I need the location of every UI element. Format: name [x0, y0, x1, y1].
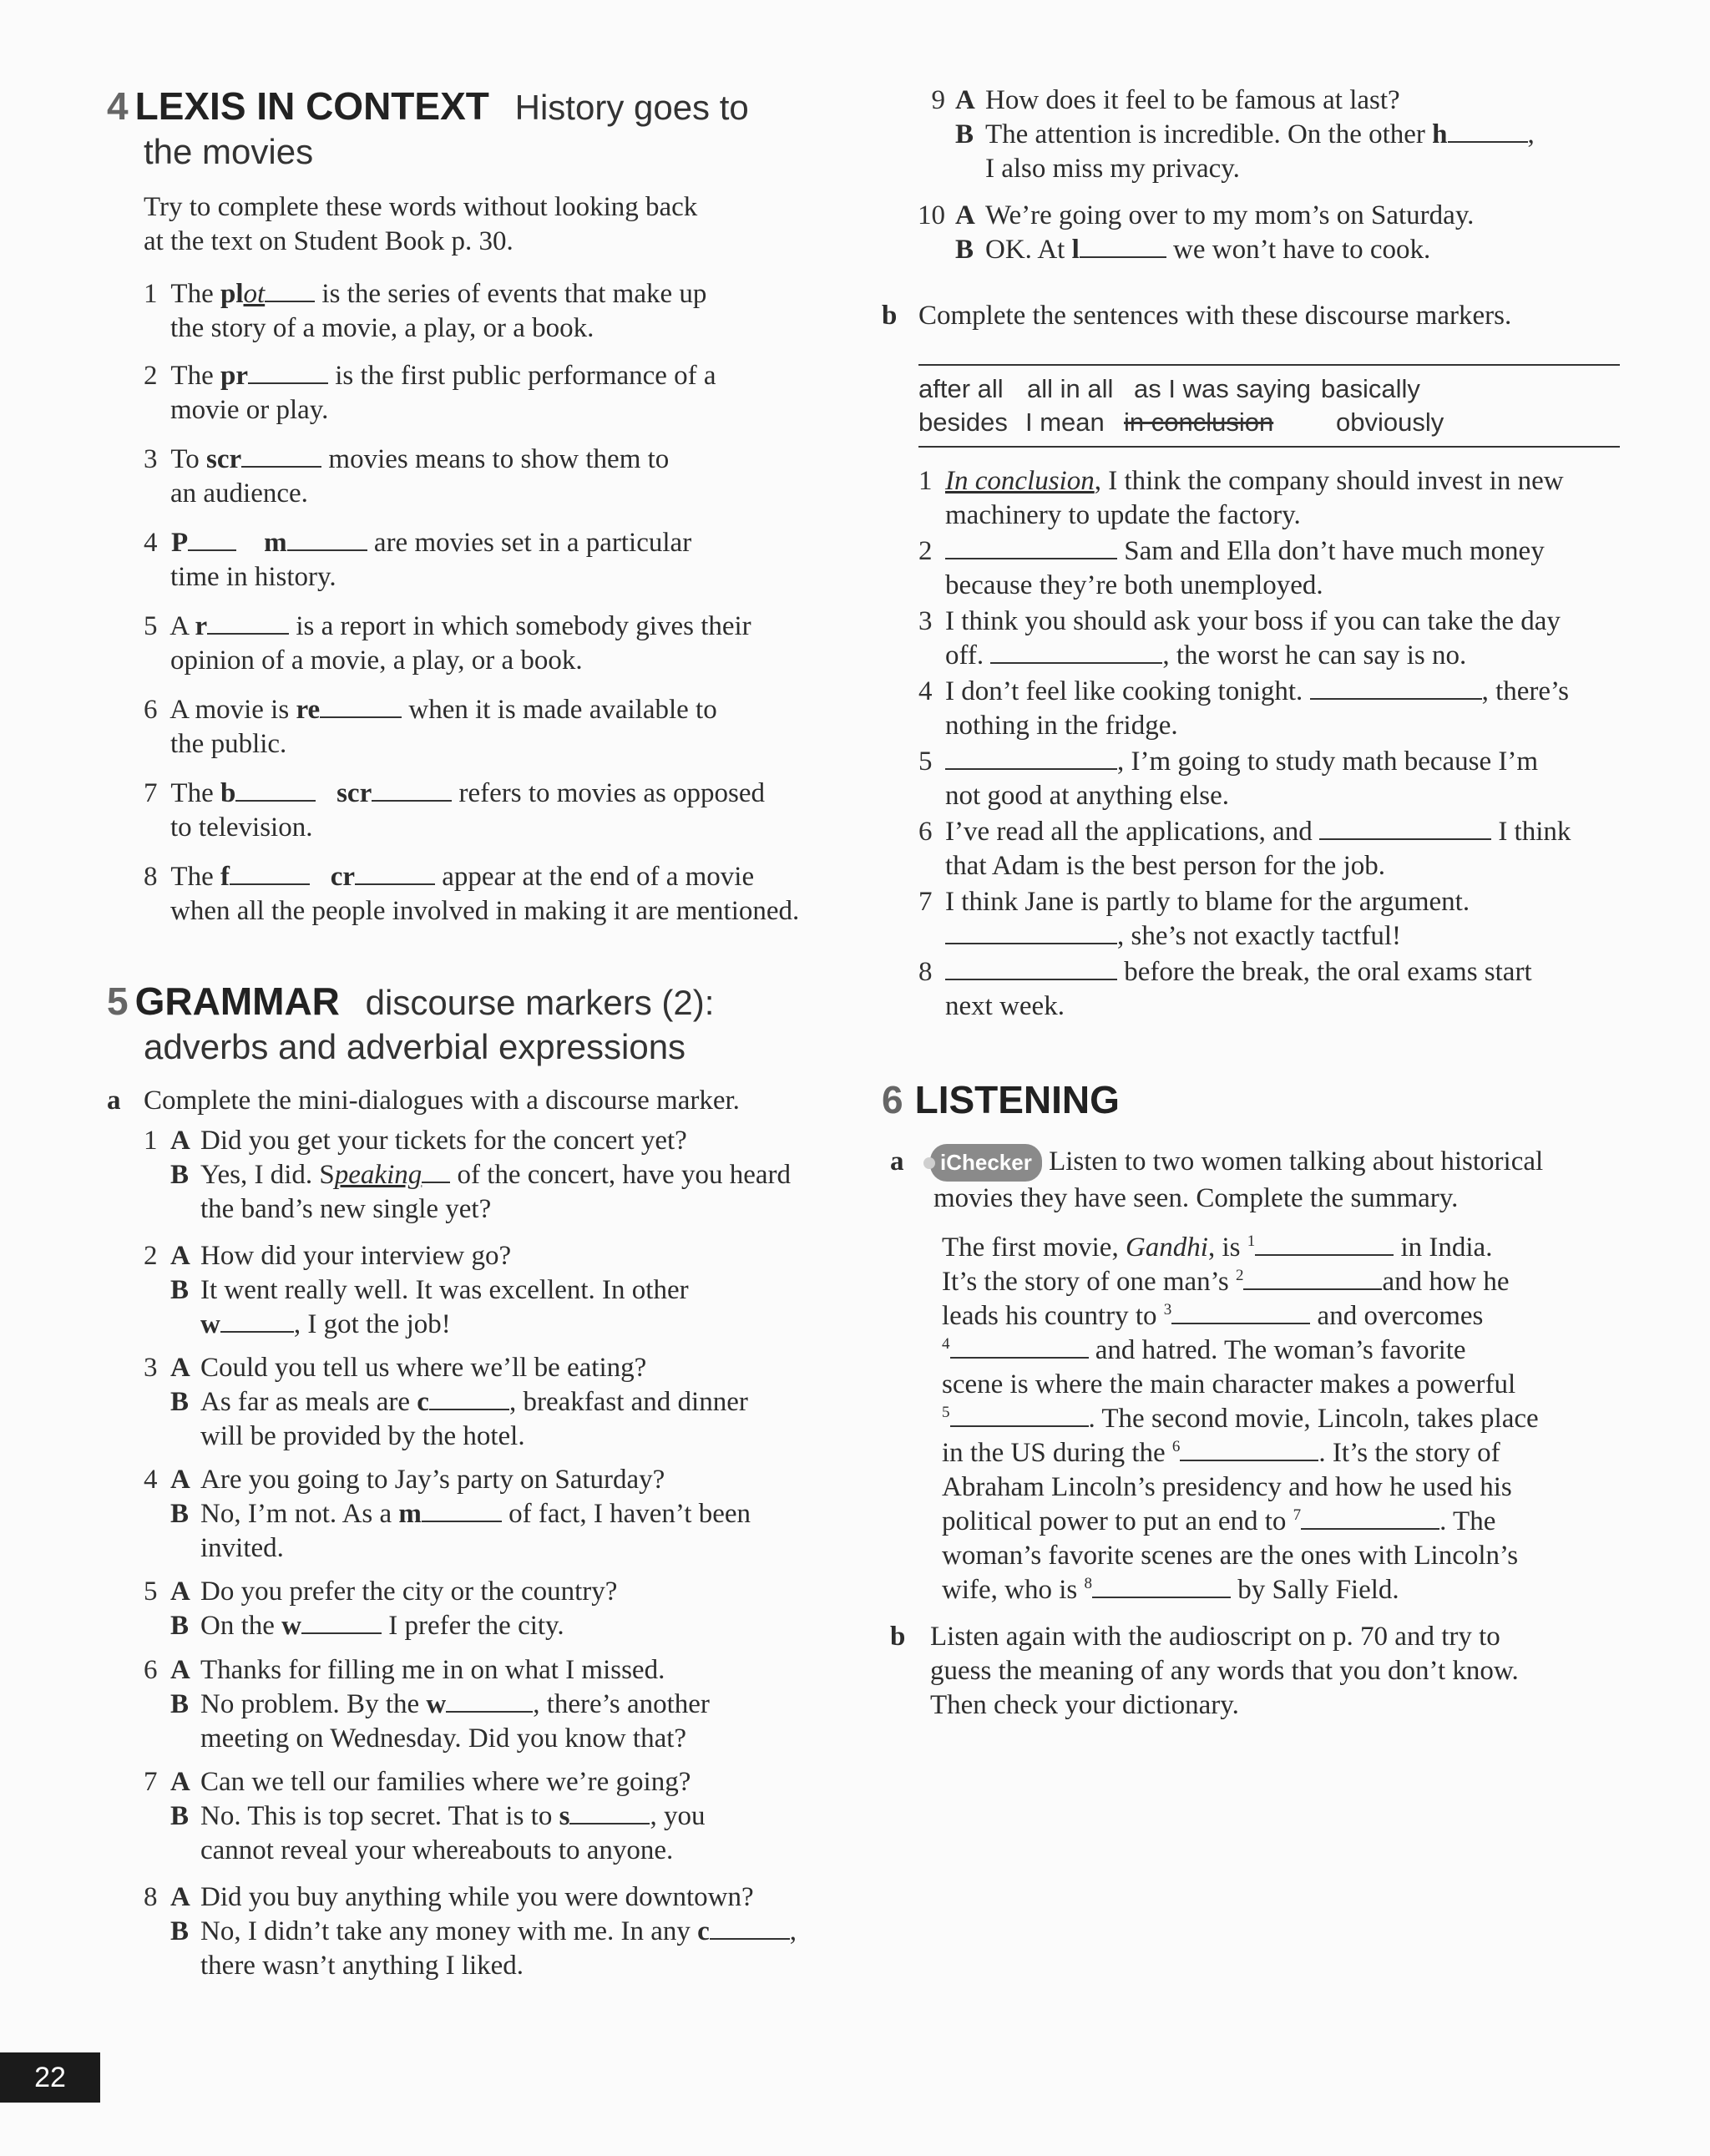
item-number: 1 [144, 1126, 158, 1156]
speaker-label: B [170, 1160, 190, 1190]
item-number: 2 [144, 1241, 158, 1271]
word-start: l [1071, 235, 1080, 265]
blank-number: 1 [1247, 1232, 1256, 1250]
instruction-text: Listen again with the audioscript on p. 70 and try to [930, 1622, 1500, 1652]
summary-text: Abraham Lincoln’s presidency and how he used his [942, 1472, 1512, 1502]
example-answer: ot [243, 279, 266, 309]
item-number: 7 [144, 778, 158, 808]
answer-blank[interactable] [945, 745, 1117, 770]
item-number: 6 [918, 817, 933, 847]
example-answer: In conclusion [945, 466, 1095, 496]
exercise-label: b [882, 301, 898, 331]
word-start: scr [336, 778, 372, 808]
dialogue-line: cannot reveal your whereabouts to anyone. [200, 1835, 674, 1865]
exercise-label: a [107, 1086, 121, 1116]
sentence-item [918, 885, 1470, 954]
exercise-label: a [890, 1146, 904, 1177]
answer-blank[interactable] [320, 693, 402, 718]
speaker-label: A [170, 1655, 190, 1685]
item-number: 8 [144, 1882, 158, 1912]
summary-text: political power to put an end to [942, 1506, 1293, 1536]
sentence-text: , she’s not exactly tactful! [1117, 921, 1401, 951]
blank-number: 5 [942, 1404, 950, 1421]
answer-blank[interactable] [372, 777, 452, 802]
word-start: re [296, 695, 321, 725]
answer-blank[interactable] [1171, 1299, 1310, 1324]
answer-blank[interactable] [188, 526, 236, 551]
item-number: 10 [918, 200, 945, 230]
dialogue-line: Thanks for filling me in on what I missed. [200, 1655, 665, 1685]
dialogue-line: , breakfast and dinner [508, 1387, 748, 1417]
sentence-text: next week. [945, 991, 1065, 1021]
sentence-text: machinery to update the factory. [945, 500, 1301, 530]
item-text: appear at the end of a movie [435, 862, 755, 892]
word-start: scr [206, 444, 242, 474]
item-text: opinion of a movie, a play, or a book. [170, 645, 583, 676]
intro-line: at the text on Student Book p. 30. [144, 226, 514, 256]
section-title: GRAMMAR [134, 979, 340, 1023]
speaker-label: A [170, 1465, 190, 1495]
sentence-text: I don’t feel like cooking tonight. [945, 676, 1310, 706]
word-box-item: besides [918, 407, 1008, 437]
item-number: 1 [918, 466, 933, 496]
speaker-label: A [170, 1241, 190, 1271]
speaker-label: A [170, 1767, 190, 1797]
summary-text: and how he [1382, 1267, 1510, 1297]
dialogue-line: As far as meals are [200, 1387, 417, 1417]
word-start: r [195, 611, 208, 641]
answer-blank[interactable] [1092, 1573, 1231, 1598]
answer-blank[interactable] [1080, 233, 1166, 258]
word-start: w [426, 1689, 447, 1719]
word-box-item: after all [918, 374, 1004, 403]
dialogue-line: we won’t have to cook. [1166, 235, 1431, 265]
summary-text: . The second movie, Lincoln, takes place [1088, 1404, 1539, 1434]
lexis-item [144, 359, 716, 428]
answer-blank[interactable] [207, 610, 289, 635]
blank-number: 4 [942, 1335, 950, 1353]
dialogue-item [144, 1124, 791, 1227]
item-number: 3 [918, 606, 933, 636]
dialogue-line: We’re going over to my mom’s on Saturday. [985, 200, 1475, 230]
sentence-text: , I’m going to study math because I’m [1117, 747, 1539, 777]
sentence-text: I’ve read all the applications, and [945, 817, 1320, 847]
item-text: the story of a movie, a play, or a book. [170, 313, 594, 343]
exercise-5a-instruction [107, 1084, 740, 1118]
speaker-label: A [170, 1577, 190, 1607]
summary-text: , is [1207, 1232, 1247, 1263]
dialogue-line: will be provided by the hotel. [200, 1421, 525, 1451]
word-start: m [264, 528, 287, 558]
item-number: 7 [144, 1767, 158, 1797]
instruction-text: Then check your dictionary. [930, 1690, 1239, 1720]
speaker-label: B [170, 1611, 190, 1641]
answer-blank[interactable] [950, 1334, 1089, 1359]
dialogue-item [900, 199, 1474, 267]
section-5-heading [107, 979, 714, 1024]
dialogue-item [915, 84, 1535, 186]
sentence-text: Sam and Ella don’t have much money [1117, 536, 1545, 566]
speaker-label: B [955, 119, 974, 149]
exercise-label: b [890, 1622, 906, 1652]
item-text: refers to movies as opposed [452, 778, 766, 808]
speaker-label: A [170, 1353, 190, 1383]
dialogue-line: there wasn’t anything I liked. [200, 1951, 524, 1981]
word-box-item: in conclusion [1124, 407, 1274, 437]
section-subtitle-line2: adverbs and adverbial expressions [144, 1027, 686, 1066]
word-start: h [1432, 119, 1448, 149]
intro-line: Try to complete these words without looking back [144, 192, 698, 222]
ichecker-badge: iChecker [930, 1144, 1042, 1182]
listening-summary [942, 1231, 1539, 1607]
item-number: 4 [144, 528, 158, 558]
word-start: c [417, 1387, 429, 1417]
blank-number: 2 [1235, 1267, 1244, 1284]
dialogue-line: I also miss my privacy. [985, 154, 1240, 184]
speaker-label: A [170, 1126, 190, 1156]
section-title: LEXIS IN CONTEXT [134, 84, 489, 128]
dialogue-line: OK. At [985, 235, 1072, 265]
item-number: 5 [918, 747, 933, 777]
answer-blank[interactable] [945, 534, 1117, 559]
answer-blank[interactable] [945, 919, 1117, 944]
answer-blank[interactable] [1243, 1265, 1382, 1290]
item-number: 7 [918, 887, 933, 917]
dialogue-line: , [1527, 119, 1535, 149]
sentence-item [918, 815, 1571, 883]
speaker-label: B [170, 1275, 190, 1305]
sentence-text: , I think the company should invest in new [1094, 466, 1564, 496]
dialogue-line: No, I didn’t take any money with me. In any [200, 1916, 698, 1946]
dialogue-line: On the [200, 1611, 282, 1641]
dialogue-item [144, 1653, 710, 1756]
speaker-label: B [170, 1689, 190, 1719]
dialogue-line: No. This is top secret. That is to [200, 1801, 559, 1831]
sentence-text: off. [945, 640, 991, 671]
dialogue-line: Did you buy anything while you were downtown? [200, 1882, 754, 1912]
answer-blank[interactable] [1448, 118, 1528, 143]
speaker-label: B [170, 1801, 190, 1831]
word-start: pl [220, 279, 244, 309]
item-number: 8 [144, 862, 158, 892]
section-title: LISTENING [914, 1078, 1120, 1121]
word-box [918, 364, 1620, 448]
item-text: movies means to show them to [321, 444, 670, 474]
dialogue-line: of the concert, have you heard [450, 1160, 791, 1190]
section-number: 4 [107, 84, 129, 128]
sentence-item [918, 675, 1569, 743]
dialogue-line: It went really well. It was excellent. In other [200, 1275, 689, 1305]
summary-text: Gandhi [1125, 1232, 1208, 1263]
dialogue-line: How did your interview go? [200, 1241, 512, 1271]
item-text: The [170, 361, 220, 391]
sentence-item [918, 534, 1545, 603]
dialogue-item [144, 1880, 797, 1983]
item-text: when all the people involved in making it are mentioned. [170, 896, 800, 926]
answer-blank[interactable] [422, 1158, 450, 1183]
item-number: 4 [918, 676, 933, 706]
answer-blank[interactable] [235, 777, 316, 802]
answer-blank[interactable] [710, 1915, 790, 1940]
section-4-intro [144, 190, 697, 259]
answer-blank[interactable] [950, 1402, 1089, 1427]
blank-number: 6 [1171, 1438, 1181, 1455]
lexis-item [144, 610, 751, 678]
dialogue-line: Do you prefer the city or the country? [200, 1577, 618, 1607]
word-box-item: basically [1321, 374, 1420, 403]
item-text: is a report in which somebody gives their [289, 611, 751, 641]
speaker-label: B [170, 1387, 190, 1417]
item-text: the public. [170, 729, 287, 759]
sentence-text: not good at anything else. [945, 781, 1230, 811]
sentence-item [918, 745, 1538, 813]
item-text: when it is made available to [402, 695, 717, 725]
blank-number: 8 [1084, 1575, 1092, 1592]
item-number: 1 [144, 279, 158, 309]
summary-text: scene is where the main character makes a powerful [942, 1369, 1516, 1399]
speaker-label: B [170, 1916, 190, 1946]
item-number: 5 [144, 611, 158, 641]
dialogue-line: I prefer the city. [382, 1611, 564, 1641]
answer-blank[interactable] [945, 955, 1117, 980]
sentence-text: before the break, the oral exams start [1117, 957, 1532, 987]
item-text: movie or play. [170, 395, 329, 425]
word-box-item: as I was saying [1134, 374, 1311, 403]
dialogue-line: Did you get your tickets for the concert yet? [200, 1126, 687, 1156]
item-number: 8 [918, 957, 933, 987]
dialogue-line: Are you going to Jay’s party on Saturday? [200, 1465, 665, 1495]
item-text: To [170, 444, 207, 474]
summary-text: in India. [1394, 1232, 1493, 1263]
dialogue-line: meeting on Wednesday. Did you know that? [200, 1723, 687, 1754]
answer-blank[interactable] [287, 526, 367, 551]
word-start: pr [220, 361, 248, 391]
answer-blank[interactable] [241, 443, 321, 468]
item-number: 3 [144, 1353, 158, 1383]
sentence-text: I think [1491, 817, 1571, 847]
sentence-text: that Adam is the best person for the job. [945, 851, 1385, 881]
item-text: is the series of events that make up [315, 279, 707, 309]
word-start: f [220, 862, 230, 892]
section-subtitle: discourse markers (2): [365, 983, 715, 1022]
lexis-item [144, 777, 765, 845]
dialogue-item [144, 1239, 689, 1342]
speaker-label: A [955, 200, 975, 230]
summary-text: by Sally Field. [1230, 1575, 1399, 1605]
item-text: The [170, 778, 220, 808]
lexis-item [144, 277, 706, 346]
answer-blank[interactable] [220, 1308, 294, 1333]
blank-number: 7 [1293, 1506, 1302, 1524]
section-number: 6 [882, 1078, 903, 1121]
item-text: are movies set in a particular [367, 528, 692, 558]
item-number: 3 [144, 444, 158, 474]
dialogue-line: , I got the job! [293, 1309, 451, 1339]
dialogue-item [144, 1575, 617, 1643]
answer-blank[interactable] [355, 860, 435, 885]
dialogue-item [144, 1765, 705, 1868]
dialogue-line: , [789, 1916, 797, 1946]
example-answer: peaking [334, 1160, 422, 1190]
dialogue-line: No problem. By the [200, 1689, 427, 1719]
summary-text: The first movie, [942, 1232, 1126, 1263]
lexis-item [144, 443, 669, 511]
word-start: m [398, 1499, 422, 1529]
summary-text: leads his country to [942, 1301, 1164, 1331]
item-text: The [170, 862, 220, 892]
section-number: 5 [107, 979, 129, 1023]
sentence-text: nothing in the fridge. [945, 711, 1178, 741]
instruction-text: Complete the mini-dialogues with a discourse marker. [144, 1086, 740, 1116]
sentence-item [918, 605, 1561, 673]
answer-blank[interactable] [1180, 1436, 1318, 1461]
summary-text: woman’s favorite scenes are the ones with Lincoln’s [942, 1541, 1519, 1571]
summary-text: wife, who is [942, 1575, 1085, 1605]
item-number: 2 [918, 536, 933, 566]
instruction-text: Complete the sentences with these discourse markers. [918, 301, 1512, 331]
answer-blank[interactable] [446, 1688, 533, 1713]
summary-text: and overcomes [1310, 1301, 1484, 1331]
item-number: 4 [144, 1465, 158, 1495]
sentence-text: because they’re both unemployed. [945, 570, 1323, 600]
item-number: 6 [144, 1655, 158, 1685]
item-number: 9 [931, 85, 945, 115]
speaker-label: B [170, 1499, 190, 1529]
dialogue-line: of fact, I haven’t been [501, 1499, 751, 1529]
word-start: s [559, 1801, 570, 1831]
dialogue-line: How does it feel to be famous at last? [985, 85, 1400, 115]
section-4-heading [107, 84, 749, 129]
lexis-item [144, 526, 691, 595]
blank-number: 3 [1163, 1301, 1172, 1318]
summary-text: in the US during the [942, 1438, 1172, 1468]
dialogue-line: , you [650, 1801, 706, 1831]
word-box-item: I mean [1025, 407, 1105, 437]
dialogue-line: Yes, I did. S [200, 1160, 335, 1190]
item-number: 2 [144, 361, 158, 391]
sentence-text: , the worst he can say is no. [1162, 640, 1467, 671]
dialogue-line: The attention is incredible. On the other [985, 119, 1433, 149]
item-number: 6 [144, 695, 158, 725]
lexis-item [144, 860, 799, 929]
answer-blank[interactable] [265, 277, 315, 302]
dialogue-line: No, I’m not. As a [200, 1499, 399, 1529]
answer-blank[interactable] [569, 1799, 650, 1825]
answer-blank[interactable] [990, 639, 1162, 664]
section-6-heading [882, 1077, 1120, 1122]
speaker-label: A [955, 85, 975, 115]
answer-blank[interactable] [248, 359, 328, 384]
page-number: 22 [0, 2052, 100, 2103]
answer-blank[interactable] [1301, 1505, 1439, 1530]
speaker-label: A [170, 1882, 190, 1912]
answer-blank[interactable] [1310, 675, 1482, 700]
speaker-label: B [955, 235, 974, 265]
item-text: is the first public performance of a [327, 361, 716, 391]
summary-text: and hatred. The woman’s favorite [1088, 1335, 1466, 1365]
item-text: to television. [170, 812, 313, 843]
answer-blank[interactable] [230, 860, 310, 885]
item-text: an audience. [170, 478, 308, 509]
item-text: A [169, 611, 195, 641]
dialogue-line: Can we tell our families where we’re going? [200, 1767, 691, 1797]
word-box-item: obviously [1336, 407, 1444, 437]
item-text: time in history. [170, 562, 336, 592]
answer-blank[interactable] [301, 1609, 382, 1634]
instruction-text: movies they have seen. Complete the summary. [933, 1183, 1459, 1213]
section-subtitle: History goes to [514, 88, 749, 127]
word-box-item: all in all [1027, 374, 1114, 403]
summary-text: . The [1439, 1506, 1496, 1536]
word-start: b [220, 778, 236, 808]
dialogue-item [144, 1351, 748, 1454]
exercise-5b-instruction [882, 299, 1511, 333]
word-start: c [697, 1916, 710, 1946]
instruction-text: guess the meaning of any words that you don’t know. [930, 1656, 1519, 1686]
sentence-item [918, 464, 1564, 533]
dialogue-line: the band’s new single yet? [200, 1194, 492, 1224]
dialogue-item [144, 1463, 751, 1566]
item-text: The [170, 279, 220, 309]
item-number: 5 [144, 1577, 158, 1607]
word-start: w [200, 1309, 220, 1339]
instruction-text: Listen to two women talking about historical [1049, 1146, 1544, 1177]
answer-blank[interactable] [429, 1385, 509, 1410]
section-subtitle-line2: the movies [144, 132, 314, 171]
sentence-item [918, 955, 1532, 1024]
word-start: w [281, 1611, 301, 1641]
word-start: cr [330, 862, 356, 892]
answer-blank[interactable] [1255, 1231, 1394, 1256]
summary-text: . It’s the story of [1318, 1438, 1500, 1468]
sentence-text: I think Jane is partly to blame for the argument. [945, 887, 1470, 917]
sentence-text: , there’s [1481, 676, 1570, 706]
word-start: P [171, 528, 189, 558]
exercise-6a-instruction [890, 1144, 1543, 1216]
summary-text: It’s the story of one man’s [942, 1267, 1236, 1297]
sentence-text: I think you should ask your boss if you can take the day [945, 606, 1561, 636]
dialogue-line: invited. [200, 1533, 284, 1563]
dialogue-line: , there’s another [533, 1689, 710, 1719]
exercise-6b-instruction [890, 1620, 1519, 1723]
answer-blank[interactable] [1319, 815, 1491, 840]
lexis-item [144, 693, 717, 762]
item-text: A movie is [169, 695, 296, 725]
dialogue-line: Could you tell us where we’ll be eating? [200, 1353, 647, 1383]
answer-blank[interactable] [422, 1497, 502, 1522]
